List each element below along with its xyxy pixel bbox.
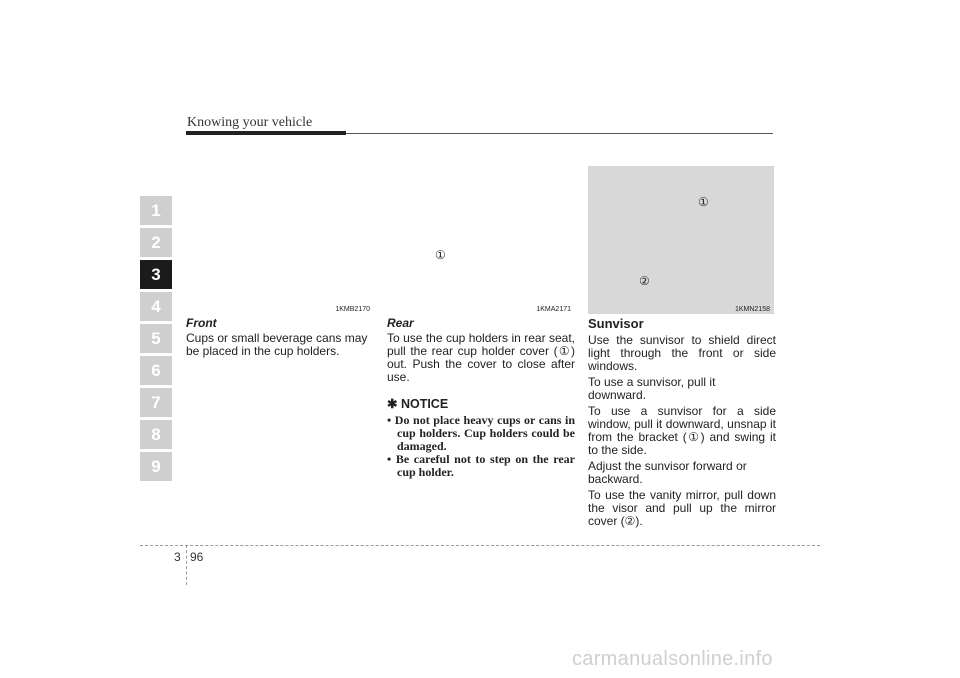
chapter-tab-1[interactable]: 1 (140, 196, 172, 225)
notice-item: • Be careful not to step on the rear cup holder. (387, 452, 575, 479)
chapter-tab-5[interactable]: 5 (140, 324, 172, 353)
rear-cup-holder-figure (387, 166, 575, 314)
sunvisor-paragraph: Adjust the sunvisor forward or backward. (588, 459, 747, 486)
rear-caption: Rear (387, 316, 414, 330)
figure-code: 1KMN2158 (734, 306, 770, 313)
front-column (186, 317, 374, 361)
chapter-tab-3[interactable]: 3 (140, 260, 172, 289)
callout-1: ① (698, 195, 709, 209)
footer-rule (140, 545, 820, 546)
notice-title: ✱ NOTICE (387, 397, 449, 411)
sunvisor-paragraph: Use the sunvisor to shield direct light through the front or side windows. (588, 333, 776, 373)
footer-chapter-number: 3 (174, 550, 181, 564)
watermark: carmanualsonline.info (572, 648, 773, 670)
footer-divider (186, 545, 187, 585)
chapter-tabs (140, 196, 172, 484)
sunvisor-column (588, 317, 776, 531)
sunvisor-paragraph: To use a sunvisor, pull it downward. (588, 375, 716, 402)
figure-code: 1KMA2171 (536, 306, 571, 313)
sunvisor-figure (588, 166, 774, 314)
chapter-tab-6[interactable]: 6 (140, 356, 172, 385)
chapter-tab-9[interactable]: 9 (140, 452, 172, 481)
front-cup-holder-figure (186, 166, 374, 314)
callout-1: ① (435, 248, 446, 262)
callout-2: ② (639, 274, 650, 288)
footer-page-number: 96 (190, 550, 204, 564)
section-title: Knowing your vehicle (187, 115, 313, 130)
sunvisor-paragraph: To use a sunvisor for a side window, pull it downward, unsnap it from the bracket (①) and swing it to the side. (588, 404, 776, 457)
header-accent-bar (186, 131, 346, 135)
chapter-tab-7[interactable]: 7 (140, 388, 172, 417)
chapter-tab-4[interactable]: 4 (140, 292, 172, 321)
front-body: Cups or small beverage cans may be placed in the cup holders. (186, 331, 368, 358)
rear-column (387, 317, 575, 479)
figure-code: 1KMB2170 (335, 306, 370, 313)
notice-list (387, 414, 575, 479)
sunvisor-heading: Sunvisor (588, 316, 644, 331)
chapter-tab-2[interactable]: 2 (140, 228, 172, 257)
sunvisor-paragraph: To use the vanity mirror, pull down the visor and pull up the mirror cover (②). (588, 488, 776, 528)
chapter-tab-8[interactable]: 8 (140, 420, 172, 449)
notice-item: • Do not place heavy cups or cans in cup holders. Cup holders could be damaged. (387, 413, 575, 453)
front-caption: Front (186, 316, 217, 330)
rear-body: To use the cup holders in rear seat, pull the rear cup holder cover (①) out. Push the cover to close after use. (387, 331, 575, 384)
